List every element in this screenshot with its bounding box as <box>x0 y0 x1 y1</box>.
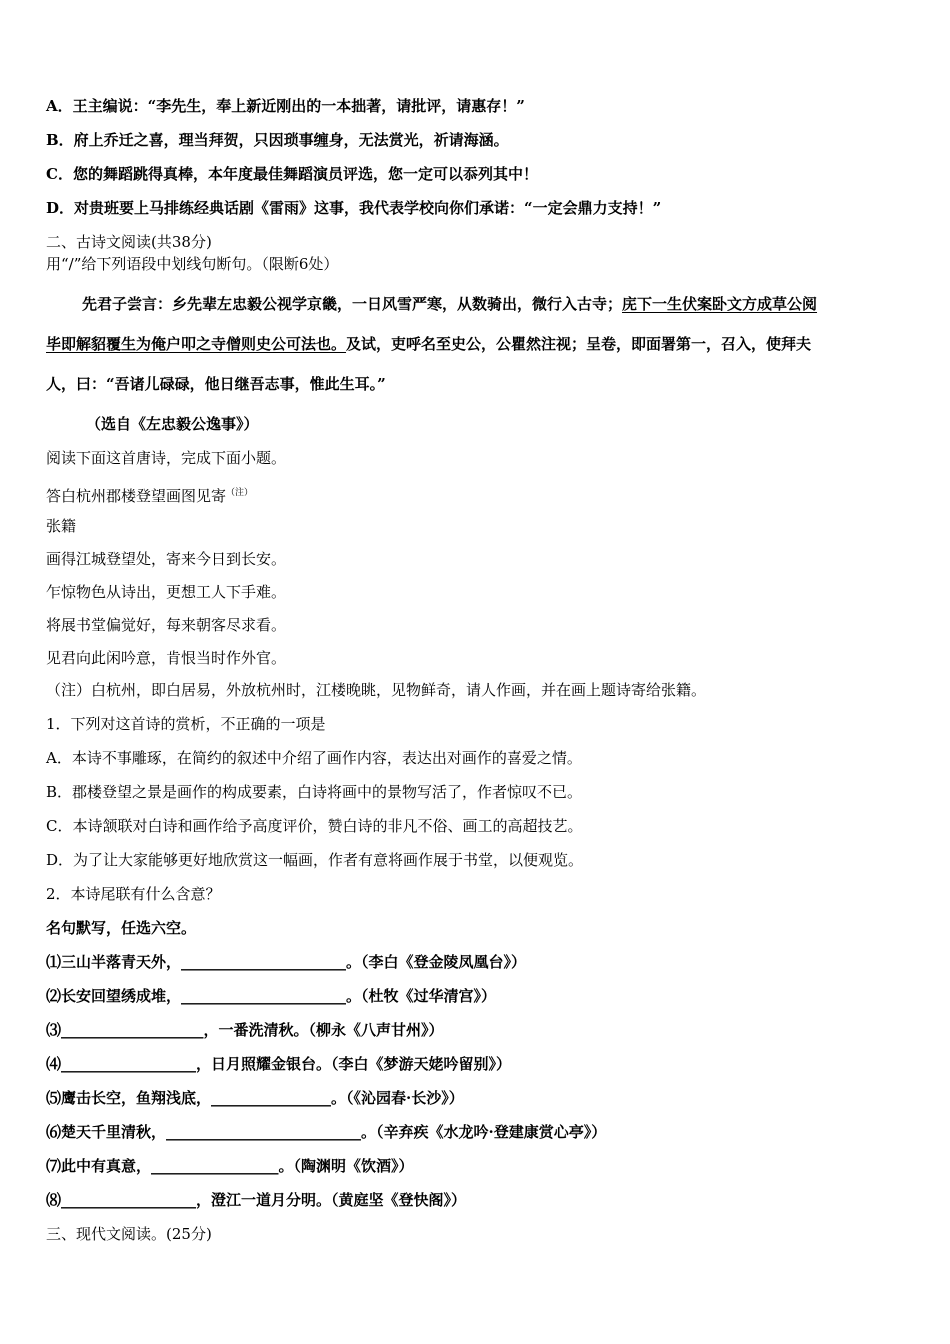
underlined-sentence: 毕即解貂覆生为俺户叩之寺僧则史公可法也。 <box>46 335 347 353</box>
fill-item-7: ⑺此中有真意，_________________。（陶渊明《饮酒》） <box>46 1157 414 1175</box>
document-page <box>46 96 904 1246</box>
fill-item-1: ⑴三山半落青天外，______________________。（李白《登金陵凤凰台》） <box>46 953 527 971</box>
poem-line-3: 将展书堂偏觉好，每来朝客尽求看。 <box>46 616 287 634</box>
option-d: D．对贵班要上马排练经典话剧《雷雨》这事，我代表学校向你们承诺：“一定会鼎力支持！” <box>46 199 662 217</box>
passage-text: 先君子尝言：乡先辈左忠毅公视学京畿，一日风雪严寒，从数骑出，微行入古寺； <box>82 295 623 313</box>
fill-item-3: ⑶___________________，一番洗清秋。（柳永《八声甘州》） <box>46 1021 444 1039</box>
fill-item-4: ⑷__________________，日月照耀金银台。（李白《梦游天姥吟留别》） <box>46 1055 512 1073</box>
passage-text: 及试，吏呼名至史公，公瞿然注视；呈卷，即面署第一，召入，使拜夫 <box>346 335 812 353</box>
underlined-sentence: 庑下一生伏案卧文方成草公阅 <box>622 295 818 313</box>
fill-blank-title: 名句默写，任选六空。 <box>46 919 197 937</box>
passage-line-2 <box>46 334 904 374</box>
passage-source: （选自《左忠毅公逸事》） <box>86 415 259 433</box>
question-1-option-c: C．本诗颔联对白诗和画作给予高度评价，赞白诗的非凡不俗、画工的高超技艺。 <box>46 817 583 835</box>
passage-line-1 <box>46 294 904 334</box>
passage-line-3: 人，曰：“吾诸儿碌碌，他日继吾志事，惟此生耳。” <box>46 375 386 393</box>
question-2: 2．本诗尾联有什么含意？ <box>46 885 221 903</box>
question-1-option-d: D．为了让大家能够更好地欣赏这一幅画，作者有意将画作展于书堂，以便观览。 <box>46 851 584 869</box>
poem-note: （注）白杭州，即白居易，外放杭州时，江楼晚眺，见物鲜奇，请人作画，并在画上题诗寄给张籍。 <box>46 681 707 699</box>
poem-intro: 阅读下面这首唐诗，完成下面小题。 <box>46 449 287 467</box>
fill-item-8: ⑻__________________，澄江一道月分明。（黄庭坚《登快阁》） <box>46 1191 467 1209</box>
poem-title: 答白杭州郡楼登望画图见寄 <box>46 487 227 505</box>
poem-line-2: 乍惊物色从诗出，更想工人下手难。 <box>46 583 287 601</box>
poem-line-4: 见君向此闲吟意，肯恨当时作外官。 <box>46 649 287 667</box>
section-2-title: 二、古诗文阅读(共38分) <box>46 233 212 251</box>
poem-note-mark: （注） <box>226 488 254 498</box>
question-1-option-b: B．郡楼登望之景是画作的构成要素，白诗将画中的景物写活了，作者惊叹不已。 <box>46 783 583 801</box>
question-1: 1．下列对这首诗的赏析，不正确的一项是 <box>46 715 326 733</box>
section-3-title: 三、现代文阅读。(25分) <box>46 1225 212 1243</box>
punctuation-instruction: 用“/”给下列语段中划线句断句。（限断6处） <box>46 255 339 273</box>
option-b: B．府上乔迁之喜，理当拜贺，只因琐事缠身，无法赏光，祈请海涵。 <box>46 131 509 149</box>
fill-item-6: ⑹楚天千里清秋，__________________________。（辛弃疾《水龙吟·登建康赏心亭》） <box>46 1123 607 1141</box>
question-1-option-a: A．本诗不事雕琢，在简约的叙述中介绍了画作内容，表达出对画作的喜爱之情。 <box>46 749 582 767</box>
poem-author: 张籍 <box>46 517 77 535</box>
poem-line-1: 画得江城登望处，寄来今日到长安。 <box>46 550 287 568</box>
fill-item-2: ⑵长安回望绣成堆，______________________。（杜牧《过华清宫》） <box>46 987 497 1005</box>
fill-item-5: ⑸鹰击长空，鱼翔浅底，________________。（《沁园春·长沙》） <box>46 1089 464 1107</box>
poem-title-line <box>46 482 904 515</box>
option-a: A．王主编说：“李先生，奉上新近刚出的一本拙著，请批评，请惠存！” <box>46 97 525 115</box>
option-c: C．您的舞蹈跳得真棒，本年度最佳舞蹈演员评选，您一定可以忝列其中！ <box>46 165 538 183</box>
